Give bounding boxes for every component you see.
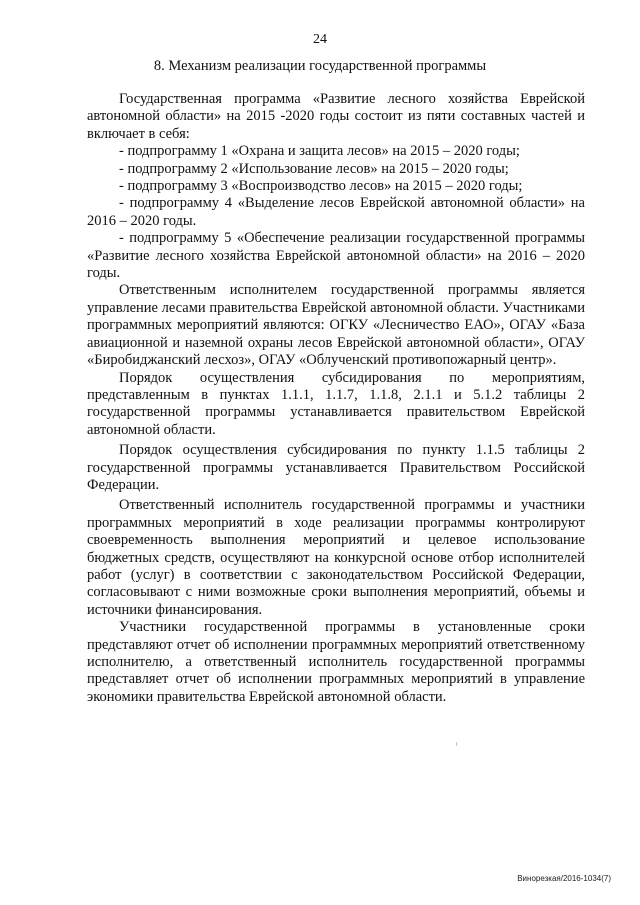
paragraph-control: Ответственный исполнитель государственной программы и участники программных мероприятий в ходе реализации программы контролируют своевременность выполнения мероприятий и целевое использование бюджетных средств, осуществляют на конкурсной основе отбор исполнителей работ (услуг) в соответствии с законодательством Российской Федерации, согласовывают с ними возможные сроки выполнения мероприятий, объемы и источники финансирования. xyxy=(87,497,585,618)
paragraph-reporting: Участники государственной программы в установленные сроки представляют отчет об исполнении программных мероприятий ответственному исполнителю, а ответственный исполнитель государственной программы представляет отчет об исполнении программных мероприятий в управление экономики правительства Еврейской автономной области. xyxy=(87,619,585,705)
paragraph-intro: Государственная программа «Развитие лесного хозяйства Еврейской автономной области» на 2015 -2020 годы состоит из пяти составных частей и включает в себя: xyxy=(87,91,585,142)
list-item-subprogram-5: - подпрограмму 5 «Обеспечение реализации государственной программы «Развитие лесного хозяйства Еврейской автономной области» на 2016 – 2020 годы. xyxy=(87,230,585,282)
paragraph-subsidy-federal: Порядок осуществления субсидирования по пункту 1.1.5 таблицы 2 государственной программы устанавливается Правительством Российской Федерации. xyxy=(87,442,585,493)
list-item-subprogram-1: - подпрограмму 1 «Охрана и защита лесов» на 2015 – 2020 годы; xyxy=(119,143,520,160)
list-item-subprogram-2: - подпрограмму 2 «Использование лесов» на 2015 – 2020 годы; xyxy=(119,160,509,177)
document-body xyxy=(87,91,585,706)
scan-speck xyxy=(456,742,457,746)
paragraph-responsible-executor: Ответственным исполнителем государственной программы является управление лесами правительства Еврейской автономной области. Участниками программных мероприятий являются: ОГКУ «Лесничество ЕАО», ОГАУ «База авиационной и наземной охраны лесов Еврейской автономной области», ОГАУ «Биробиджанский лесхоз», ОГАУ «Облученский противопожарный центр». xyxy=(87,282,585,369)
paragraph-subsidy-procedure: Порядок осуществления субсидирования по мероприятиям, представленным в пунктах 1.1.1, 1.1.7, 1.1.8, 2.1.1 и 5.1.2 таблицы 2 государственной программы устанавливается правительством Еврейской автономной области. xyxy=(87,369,585,438)
section-title: 8. Механизм реализации государственной программы xyxy=(153,58,487,74)
page-number: 24 xyxy=(313,32,327,47)
list-item-subprogram-3: - подпрограмму 3 «Воспроизводство лесов» на 2015 – 2020 годы; xyxy=(119,178,523,195)
footer-document-id: Винорезкая/2016-1034(7) xyxy=(517,874,611,883)
list-item-subprogram-4: - подпрограмму 4 «Выделение лесов Еврейской автономной области» на 2016 – 2020 годы. xyxy=(87,195,585,229)
